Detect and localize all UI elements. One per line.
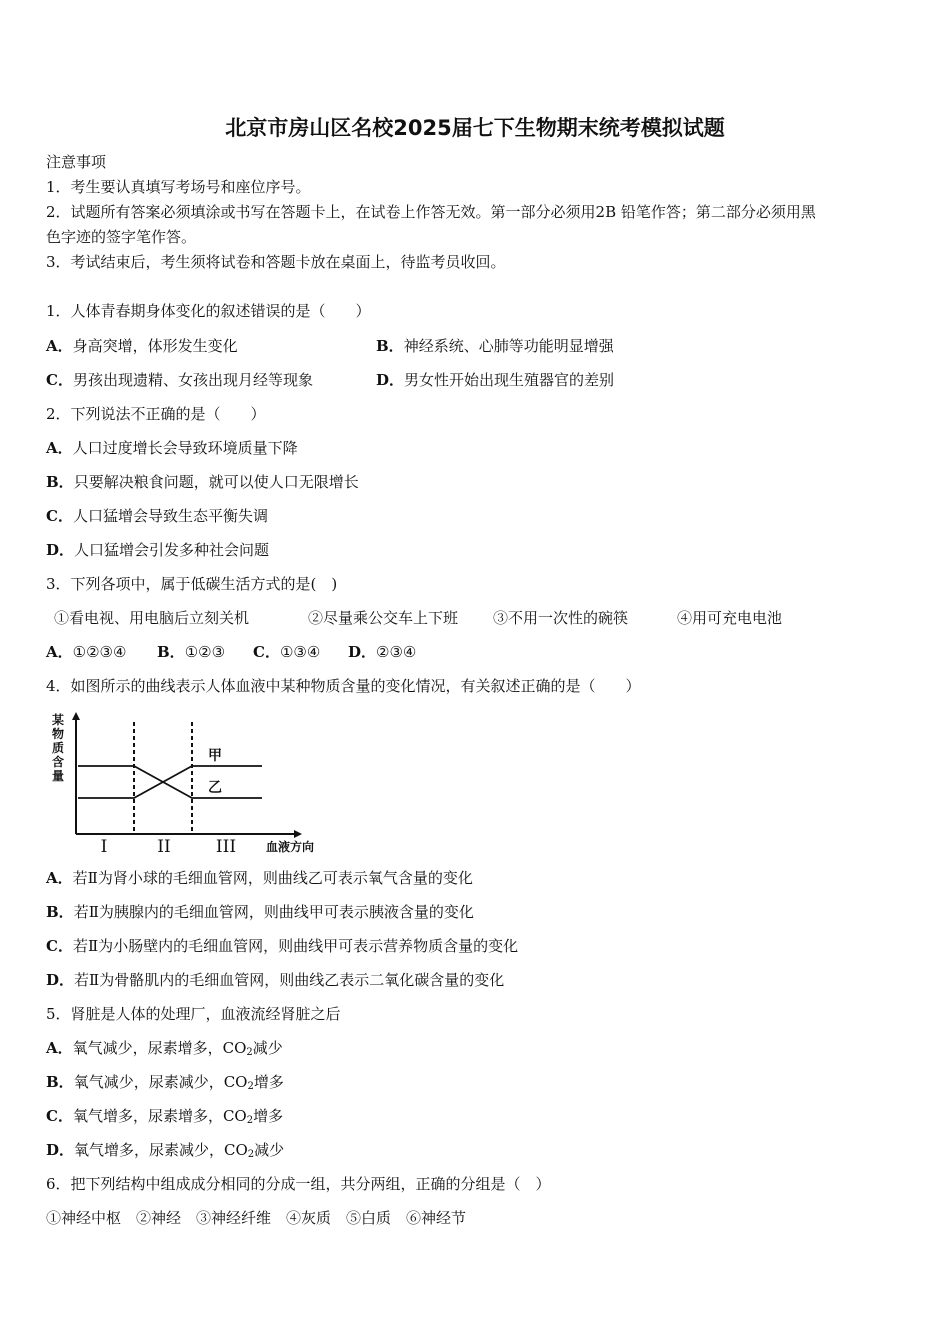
option-label: B． [46,473,74,491]
y-axis-arrow [72,712,80,720]
option-text-end: 增多 [253,1073,284,1091]
q1-option-a [46,336,238,356]
option-text: 氧气减少，尿素减少，CO [73,1073,248,1091]
option-text: 身高突增，体形发生变化 [72,337,238,355]
q1-option-b [376,336,614,356]
region-label-2: II [157,837,171,854]
x-axis-label: 血液方向 [266,840,315,854]
option-text-end: 减少 [252,1039,283,1057]
option-text: 氧气减少，尿素增多，CO [72,1039,247,1057]
y-label-char: 某 [52,713,65,727]
option-label: A． [46,337,73,355]
q2-option-c [46,506,268,526]
y-label-char: 含 [52,755,65,769]
q5-option-c [46,1106,283,1131]
x-axis-arrow [294,830,302,838]
blood-content-figure [44,710,344,854]
region-label-1: I [100,837,108,854]
option-label: C． [253,643,280,661]
option-text-end: 增多 [253,1107,284,1125]
curve-jia [78,766,262,798]
q4-option-b [46,902,474,922]
notice-item-2-cont: 色字迹的签字笔作答。 [46,228,197,246]
q1-option-d [376,370,614,390]
q3-option-b [157,642,225,662]
page-title: 北京市房山区名校2025届七下生物期末统考模拟试题 [225,116,725,140]
option-label: B． [46,903,74,921]
q5-option-b [46,1072,284,1097]
q3-item-2: ②尽量乘公交车上下班 [308,609,459,627]
q2-option-d [46,540,269,560]
y-label-char: 质 [52,741,65,755]
option-label: D． [46,1141,75,1159]
option-text: ①③④ [279,643,321,661]
notice-item-2: 2．试题所有答案必须填涂或书写在答题卡上，在试卷上作答无效。第一部分必须用2B 铅笔作答；第二部分必须用黑 [46,203,816,221]
q3-option-a [46,642,126,662]
option-label: B． [376,337,404,355]
option-text: 氧气增多，尿素减少，CO [74,1141,248,1159]
option-label: D． [348,643,377,661]
q3-item-4: ④用可充电电池 [677,609,783,627]
option-label: C． [46,1107,73,1125]
option-text: 若Ⅱ为肾小球的毛细血管网，则曲线乙可表示氧气含量的变化 [72,869,473,887]
option-label: D． [46,971,75,989]
y-label-char: 物 [52,727,65,741]
option-text: 若Ⅱ为胰腺内的毛细血管网，则曲线甲可表示胰液含量的变化 [73,903,474,921]
curve-label-yi: 乙 [208,780,222,796]
region-label-3: III [215,837,237,854]
option-label: D． [46,541,75,559]
option-label: A． [46,643,73,661]
q6-stem: 6．把下列结构中组成成分相同的分成一组，共分两组，正确的分组是（ ） [46,1175,551,1193]
q3-item-1: ①看电视、用电脑后立刻关机 [54,609,250,627]
subscript: 2 [246,1115,254,1126]
notice-item-3: 3．考试结束后，考生须将试卷和答题卡放在桌面上，待监考员收回。 [46,253,506,271]
q2-option-a [46,438,298,458]
option-label: D． [376,371,405,389]
option-text: 男孩出现遗精、女孩出现月经等现象 [72,371,313,389]
q4-option-d [46,970,504,990]
option-text: 神经系统、心肺等功能明显增强 [403,337,614,355]
option-text: 若Ⅱ为小肠壁内的毛细血管网，则曲线甲可表示营养物质含量的变化 [72,937,519,955]
curve-label-jia: 甲 [208,748,222,764]
q3-option-d [348,642,416,662]
q5-stem: 5．肾脏是人体的处理厂，血液流经肾脏之后 [46,1005,341,1023]
option-text: 人口过度增长会导致环境质量下降 [72,439,298,457]
subscript: 2 [246,1047,253,1058]
option-label: C． [46,937,73,955]
option-text: 氧气增多，尿素增多，CO [72,1107,247,1125]
q5-option-a [46,1038,283,1063]
q2-option-b [46,472,359,492]
option-text: ②③④ [376,643,417,661]
option-label: C． [46,371,73,389]
curve-yi [78,766,262,798]
q2-stem: 2．下列说法不正确的是（ ） [46,405,266,423]
option-label: B． [157,643,185,661]
option-text: 若Ⅱ为骨骼肌内的毛细血管网，则曲线乙表示二氧化碳含量的变化 [74,971,505,989]
option-text: 人口猛增会导致生态平衡失调 [72,507,268,525]
option-text: ①②③ [184,643,226,661]
notice-heading: 注意事项 [46,153,107,171]
option-label: A． [46,869,73,887]
q3-stem: 3．下列各项中，属于低碳生活方式的是( ) [46,575,338,593]
subscript: 2 [247,1081,254,1092]
subscript: 2 [247,1149,255,1160]
option-label: A． [46,439,73,457]
option-label: C． [46,507,73,525]
q1-option-c [46,370,313,390]
option-text-end: 减少 [254,1141,285,1159]
y-label-char: 量 [52,769,65,783]
option-label: B． [46,1073,74,1091]
q3-option-c [253,642,320,662]
q4-option-a [46,868,473,888]
q3-item-3: ③不用一次性的碗筷 [493,609,629,627]
q4-option-c [46,936,518,956]
q4-stem: 4．如图所示的曲线表示人体血液中某种物质含量的变化情况，有关叙述正确的是（ ） [46,677,641,695]
option-label: A． [46,1039,73,1057]
option-text: ①②③④ [72,643,127,661]
option-text: 只要解决粮食问题，就可以使人口无限增长 [73,473,359,491]
option-text: 人口猛增会引发多种社会问题 [74,541,270,559]
q1-stem: 1．人体青春期身体变化的叙述错误的是（ ） [46,302,371,320]
notice-item-1: 1．考生要认真填写考场号和座位序号。 [46,178,311,196]
option-text: 男女性开始出现生殖器官的差别 [404,371,615,389]
q5-option-d [46,1140,284,1165]
q6-items: ①神经中枢 ②神经 ③神经纤维 ④灰质 ⑤白质 ⑥神经节 [46,1209,467,1227]
